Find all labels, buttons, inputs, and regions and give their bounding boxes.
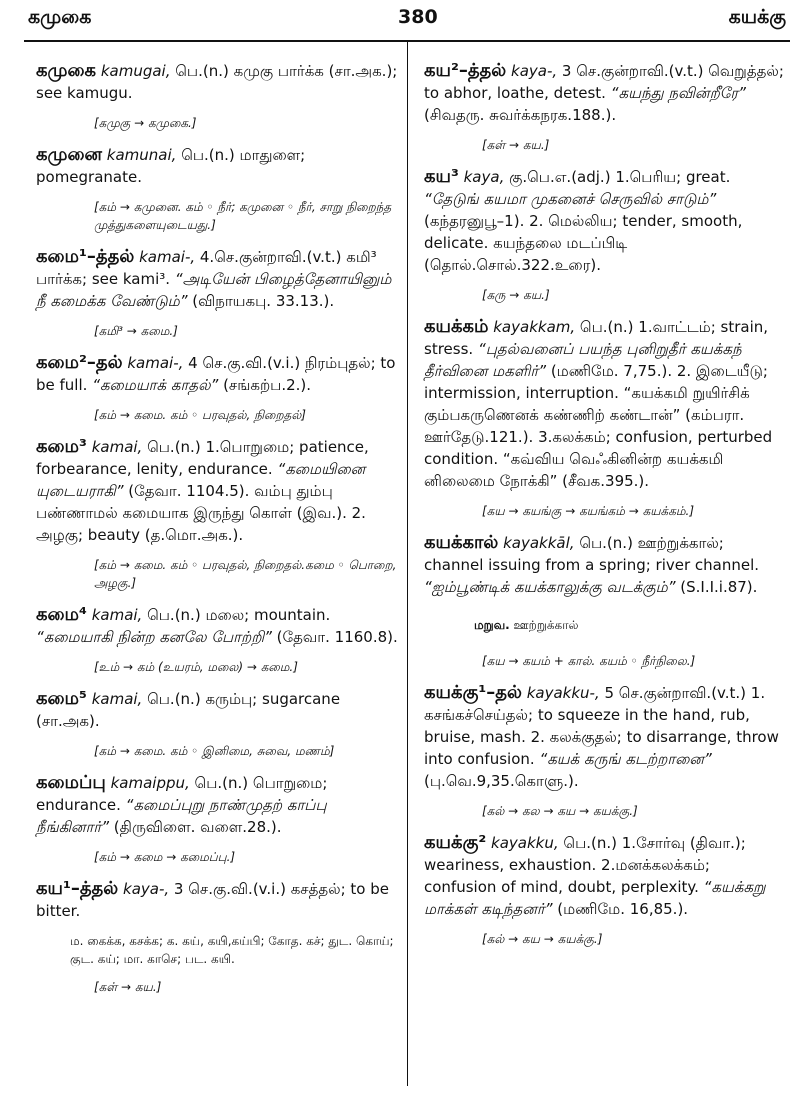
- etymology: [உம் → கம் (உயரம், மலை) → கமை.]: [94, 660, 298, 674]
- headword: கய¹–த்தல்: [36, 878, 119, 899]
- definition: பெ.(n.) ஊற்றுக்கால்; channel issuing from a spring; river channel.: [424, 534, 760, 574]
- headword: கமுகை: [36, 60, 97, 81]
- etymology: [கம் → கமை → கமைப்பு.]: [94, 850, 236, 864]
- transliteration: kamai,: [91, 438, 143, 456]
- headword: கமை¹–த்தல்: [36, 246, 135, 267]
- cognates: ம. கைக்க, கசக்க; க. கய், கயி,கய்பி; கோத. கச்; துட. கொய்; குட. கய்; மா. காசெ; பட. கயி.: [70, 934, 394, 966]
- headword: கமுனை: [36, 144, 102, 165]
- etymology: [கமுகு → கமுகை.]: [94, 116, 197, 130]
- definition: 4.செ.குன்றாவி.(v.t.) கமி³ பார்க்க; see kami³.: [36, 248, 377, 288]
- synonym-label: மறுவ.: [474, 618, 510, 632]
- definition: பெ.(n.) மலை; mountain.: [142, 606, 331, 624]
- headword: கயக்கால்: [424, 532, 499, 553]
- page-number: 380: [398, 6, 438, 28]
- headword: கயக்கு²: [424, 832, 487, 853]
- dictionary-entry: [424, 316, 786, 492]
- page-header: [28, 6, 786, 34]
- synonym-value: ஊற்றுக்கால்: [509, 618, 579, 632]
- transliteration: kamai-,: [139, 248, 196, 266]
- dictionary-entry: [424, 60, 786, 126]
- transliteration: kayakkāl,: [503, 534, 575, 552]
- dictionary-entry: [36, 878, 398, 922]
- definition: பெ.(n.) கரும்பு; sugarcane (சா.அக).: [36, 690, 341, 730]
- headword: கமை⁴: [36, 604, 87, 625]
- dictionary-entry: [424, 532, 786, 598]
- quotation: “அடியேன் பிழைத்தேனாயினும் நீ கமைக்க வேண்டும்”: [36, 270, 392, 310]
- definition: பெ.(n.) 1.வாட்டம்; strain, stress.: [424, 318, 769, 358]
- synonym-note: [474, 614, 786, 636]
- definition: பெ.(n.) 1.பொறுமை; patience, forbearance, lenity, endurance.: [36, 438, 369, 478]
- dictionary-entry: [36, 604, 398, 648]
- transliteration: kamunai,: [106, 146, 177, 164]
- transliteration: kamugai,: [100, 62, 171, 80]
- transliteration: kaya,: [463, 168, 505, 186]
- definition: 4 செ.கு.வி.(v.i.) நிரம்புதல்; to be full.: [36, 354, 396, 394]
- transliteration: kayakkam,: [493, 318, 576, 336]
- transliteration: kaya-,: [511, 62, 558, 80]
- quotation: “கமைப்புறு நாண்முதற் காப்பு நீங்கினார்”: [36, 796, 327, 836]
- etymology: [கள் → கய.]: [94, 980, 162, 994]
- headword: கமை⁵: [36, 688, 87, 709]
- quotation: “புதல்வனைப் பயந்த புனிறுதீர் கயக்கந் தீர்வினை மகளிர்”: [424, 340, 742, 380]
- citation: (தேவா. 1104.5). வம்பு தும்பு பண்ணாமல் கமையாக இருந்து கொள் (இவ.). 2. அழகு; beauty (த.மொ.அக.).: [36, 482, 366, 544]
- etymology: [கமி³ → கமை.]: [94, 324, 178, 338]
- etymology: [கல் → கய → கயக்கு.]: [482, 932, 603, 946]
- citation: (S.I.I.i.87).: [675, 578, 758, 596]
- citation: (சிவதரு. சுவர்க்கநரக.188.).: [424, 106, 617, 124]
- dictionary-entry: [36, 246, 398, 312]
- citation: (திருவிளை. வளை.28.).: [109, 818, 282, 836]
- quotation: “ஐம்பூண்டிக் கயக்காலுக்கு வடக்கும்”: [424, 578, 676, 596]
- right-column: [424, 60, 786, 960]
- definition: 3 செ.கு.வி.(v.i.) கசத்தல்; to be bitter.: [36, 880, 390, 920]
- etymology: [கள் → கய.]: [482, 138, 550, 152]
- dictionary-entry: [36, 436, 398, 546]
- citation: (விநாயகபு. 33.13.).: [187, 292, 335, 310]
- etymology: [கம் → கமுனை. கம் ◦ நீர்; கமுனை ◦ நீர், சாறு நிறைந்த முத்துகளையுடையது.]: [94, 200, 392, 232]
- header-guide-word-right: கயக்கு: [728, 6, 786, 28]
- header-guide-word-left: கமுகை: [28, 6, 92, 28]
- headword: கமை³: [36, 436, 87, 457]
- headword: கயக்கம்: [424, 316, 489, 337]
- transliteration: kamai,: [91, 606, 143, 624]
- quotation: “கயந்து நவின்றீரே”: [610, 84, 746, 102]
- headword: கமைப்பு: [36, 772, 106, 793]
- quotation: “தேடுங் கயமா முகனைச் செருவில் சாடும்”: [424, 190, 717, 208]
- citation: (பு.வெ.9,35.கொளு.).: [424, 772, 579, 790]
- left-column: [36, 60, 398, 1008]
- transliteration: kayakku-,: [526, 684, 600, 702]
- definition: பெ.(n.) பொறுமை; endurance.: [36, 774, 328, 814]
- quotation: “கயக்கறு மாக்கள் கடிந்தனர்”: [424, 878, 766, 918]
- quotation: “கமையினை யுடையராகி”: [36, 460, 366, 500]
- column-divider: [407, 40, 408, 1086]
- dictionary-entry: [424, 832, 786, 920]
- transliteration: kamai-,: [127, 354, 184, 372]
- transliteration: kaya-,: [123, 880, 170, 898]
- etymology: [கம் → கமை. கம் ◦ பரவுதல், நிறைதல்]: [94, 408, 306, 422]
- transliteration: kamaippu,: [110, 774, 190, 792]
- quotation: “கமையாக் காதல்”: [92, 376, 219, 394]
- dictionary-entry: [36, 688, 398, 732]
- dictionary-entry: [424, 682, 786, 792]
- quotation: “கயக் கருங் கடற்றானை”: [539, 750, 712, 768]
- dictionary-entry: [36, 144, 398, 188]
- definition: கு.பெ.எ.(adj.) 1.பெரிய; great.: [504, 168, 731, 186]
- etymology: [கல் → கல → கய → கயக்கு.]: [482, 804, 638, 818]
- headword: கய³: [424, 166, 459, 187]
- dictionary-entry: [36, 772, 398, 838]
- dictionary-entry: [424, 166, 786, 276]
- definition: பெ.(n.) 1.சோர்வு (திவா.); weariness, exhaustion. 2.மனக்கலக்கம்; confusion of mind, doubt, perplexity.: [424, 834, 746, 896]
- etymology: [கய → கயம் + கால். கயம் ◦ நீர்நிலை.]: [482, 654, 696, 668]
- citation: (சங்கற்ப.2.).: [218, 376, 312, 394]
- definition: பெ.(n.) கமுகு பார்க்க (சா.அக.); see kamugu.: [36, 62, 398, 102]
- headword: கயக்கு¹–தல்: [424, 682, 522, 703]
- citation: (மணிமே. 7,75.). 2. இடையீடு; intermission, interruption. “கயக்கமி றுயிர்சிக் கும்பகருணெனக் கண்ணிற் கண்டான்” (கம்பரா. ஊர்தேடு.121.). 3.கலக்கம்; confusion, perturbed condition. “கவ்விய வெஃகினின்ற கயக்கமி னிலைமை நோக்கி” (சீவக.395.).: [424, 362, 773, 490]
- quotation: “கமையாகி நின்ற கனலே போற்றி”: [36, 628, 272, 646]
- headword: கய²–த்தல்: [424, 60, 507, 81]
- citation: (கந்தரனுபூ–1). 2. மெல்லிய; tender, smooth, delicate. கயந்தலை மடப்பிடி (தொல்.சொல்.322.உரை).: [424, 212, 743, 274]
- definition: 3 செ.குன்றாவி.(v.t.) வெறுத்தல்; to abhor, loathe, detest.: [424, 62, 784, 102]
- definition: பெ.(n.) மாதுளை; pomegranate.: [36, 146, 306, 186]
- citation: (மணிமே. 16,85.).: [552, 900, 689, 918]
- dictionary-entry: [36, 352, 398, 396]
- transliteration: kayakku,: [491, 834, 559, 852]
- etymology: [கரு → கய.]: [482, 288, 550, 302]
- headword: கமை²–தல்: [36, 352, 123, 373]
- etymology: [கய → கயங்கு → கயங்கம் → கயக்கம்.]: [482, 504, 695, 518]
- transliteration: kamai,: [91, 690, 143, 708]
- citation: (தேவா. 1160.8).: [271, 628, 398, 646]
- etymology: [கம் → கமை. கம் ◦ பரவுதல், நிறைதல்.கமை ◦ பொறை, அழகு.]: [94, 558, 397, 590]
- etymology: [கம் → கமை. கம் ◦ இனிமை, சுவை, மணம்]: [94, 744, 335, 758]
- dictionary-entry: [36, 60, 398, 104]
- definition: 5 செ.குன்றாவி.(v.t.) 1. கசங்கச்செய்தல்; to squeeze in the hand, rub, bruise, mash. 2. கலக்குதல்; to disarrange, throw into confusion.: [424, 684, 779, 768]
